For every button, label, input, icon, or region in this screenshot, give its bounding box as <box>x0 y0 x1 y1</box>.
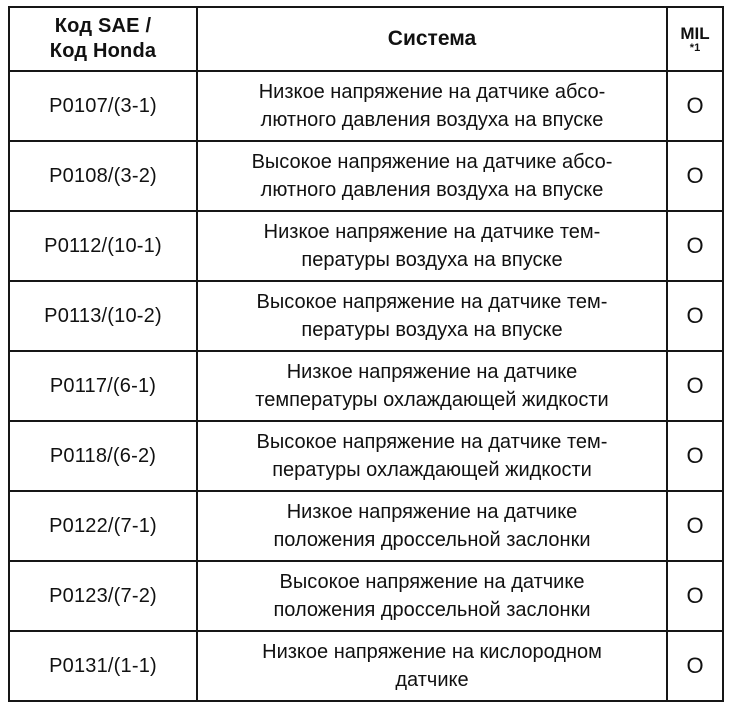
dtc-code-cell: P0112/(10-1) <box>9 211 197 281</box>
dtc-code-cell: P0113/(10-2) <box>9 281 197 351</box>
table-row <box>9 71 723 141</box>
mil-indicator-cell: O <box>667 211 723 281</box>
table-row <box>9 491 723 561</box>
header-mil-cell <box>667 7 723 71</box>
table-row <box>9 141 723 211</box>
dtc-description: Низкое напряжение на кислородном датчике <box>262 641 602 691</box>
mil-indicator-cell: O <box>667 351 723 421</box>
header-system-label: Система <box>387 27 477 50</box>
dtc-description: Высокое напряжение на датчике абсо- лютного давления воздуха на впуске <box>251 151 613 201</box>
table-row <box>9 211 723 281</box>
dtc-description: Высокое напряжение на датчике тем- пературы охлаждающей жидкости <box>256 431 608 481</box>
dtc-code-cell: P0108/(3-2) <box>9 141 197 211</box>
dtc-code-cell: P0123/(7-2) <box>9 561 197 631</box>
table-row <box>9 631 723 701</box>
dtc-code-cell: P0131/(1-1) <box>9 631 197 701</box>
dtc-description-cell <box>197 421 667 491</box>
dtc-description-cell <box>197 71 667 141</box>
dtc-description-cell <box>197 351 667 421</box>
header-code-cell <box>9 7 197 71</box>
mil-indicator-cell: O <box>667 631 723 701</box>
dtc-description: Низкое напряжение на датчике абсо- лютного давления воздуха на впуске <box>258 81 606 131</box>
table-row <box>9 281 723 351</box>
dtc-description: Низкое напряжение на датчике тем- пературы воздуха на впуске <box>263 221 601 271</box>
dtc-description: Высокое напряжение на датчике тем- пературы воздуха на впуске <box>256 291 608 341</box>
dtc-description-cell <box>197 211 667 281</box>
mil-indicator-cell: O <box>667 141 723 211</box>
dtc-description-cell <box>197 141 667 211</box>
header-system-cell <box>197 7 667 71</box>
dtc-table <box>8 6 724 702</box>
mil-indicator-cell: O <box>667 491 723 561</box>
dtc-description: Низкое напряжение на датчике положения дроссельной заслонки <box>273 501 591 551</box>
table-header-row <box>9 7 723 71</box>
mil-indicator-cell: O <box>667 561 723 631</box>
dtc-description-cell <box>197 491 667 561</box>
mil-indicator-cell: O <box>667 281 723 351</box>
header-code-label: Код SAE / Код Honda <box>49 15 157 62</box>
mil-indicator-cell: O <box>667 71 723 141</box>
dtc-description-cell <box>197 561 667 631</box>
table-row <box>9 421 723 491</box>
dtc-description: Высокое напряжение на датчике положения дроссельной заслонки <box>273 571 591 621</box>
dtc-code-cell: P0122/(7-1) <box>9 491 197 561</box>
header-mil-note: *1 <box>689 41 701 54</box>
table-row <box>9 351 723 421</box>
dtc-code-cell: P0118/(6-2) <box>9 421 197 491</box>
dtc-description-cell <box>197 631 667 701</box>
dtc-description-cell <box>197 281 667 351</box>
mil-indicator-cell: O <box>667 421 723 491</box>
dtc-code-cell: P0107/(3-1) <box>9 71 197 141</box>
dtc-code-cell: P0117/(6-1) <box>9 351 197 421</box>
dtc-description: Низкое напряжение на датчике температуры охлаждающей жидкости <box>255 361 609 411</box>
table-row <box>9 561 723 631</box>
header-mil-label: MIL <box>680 23 710 43</box>
